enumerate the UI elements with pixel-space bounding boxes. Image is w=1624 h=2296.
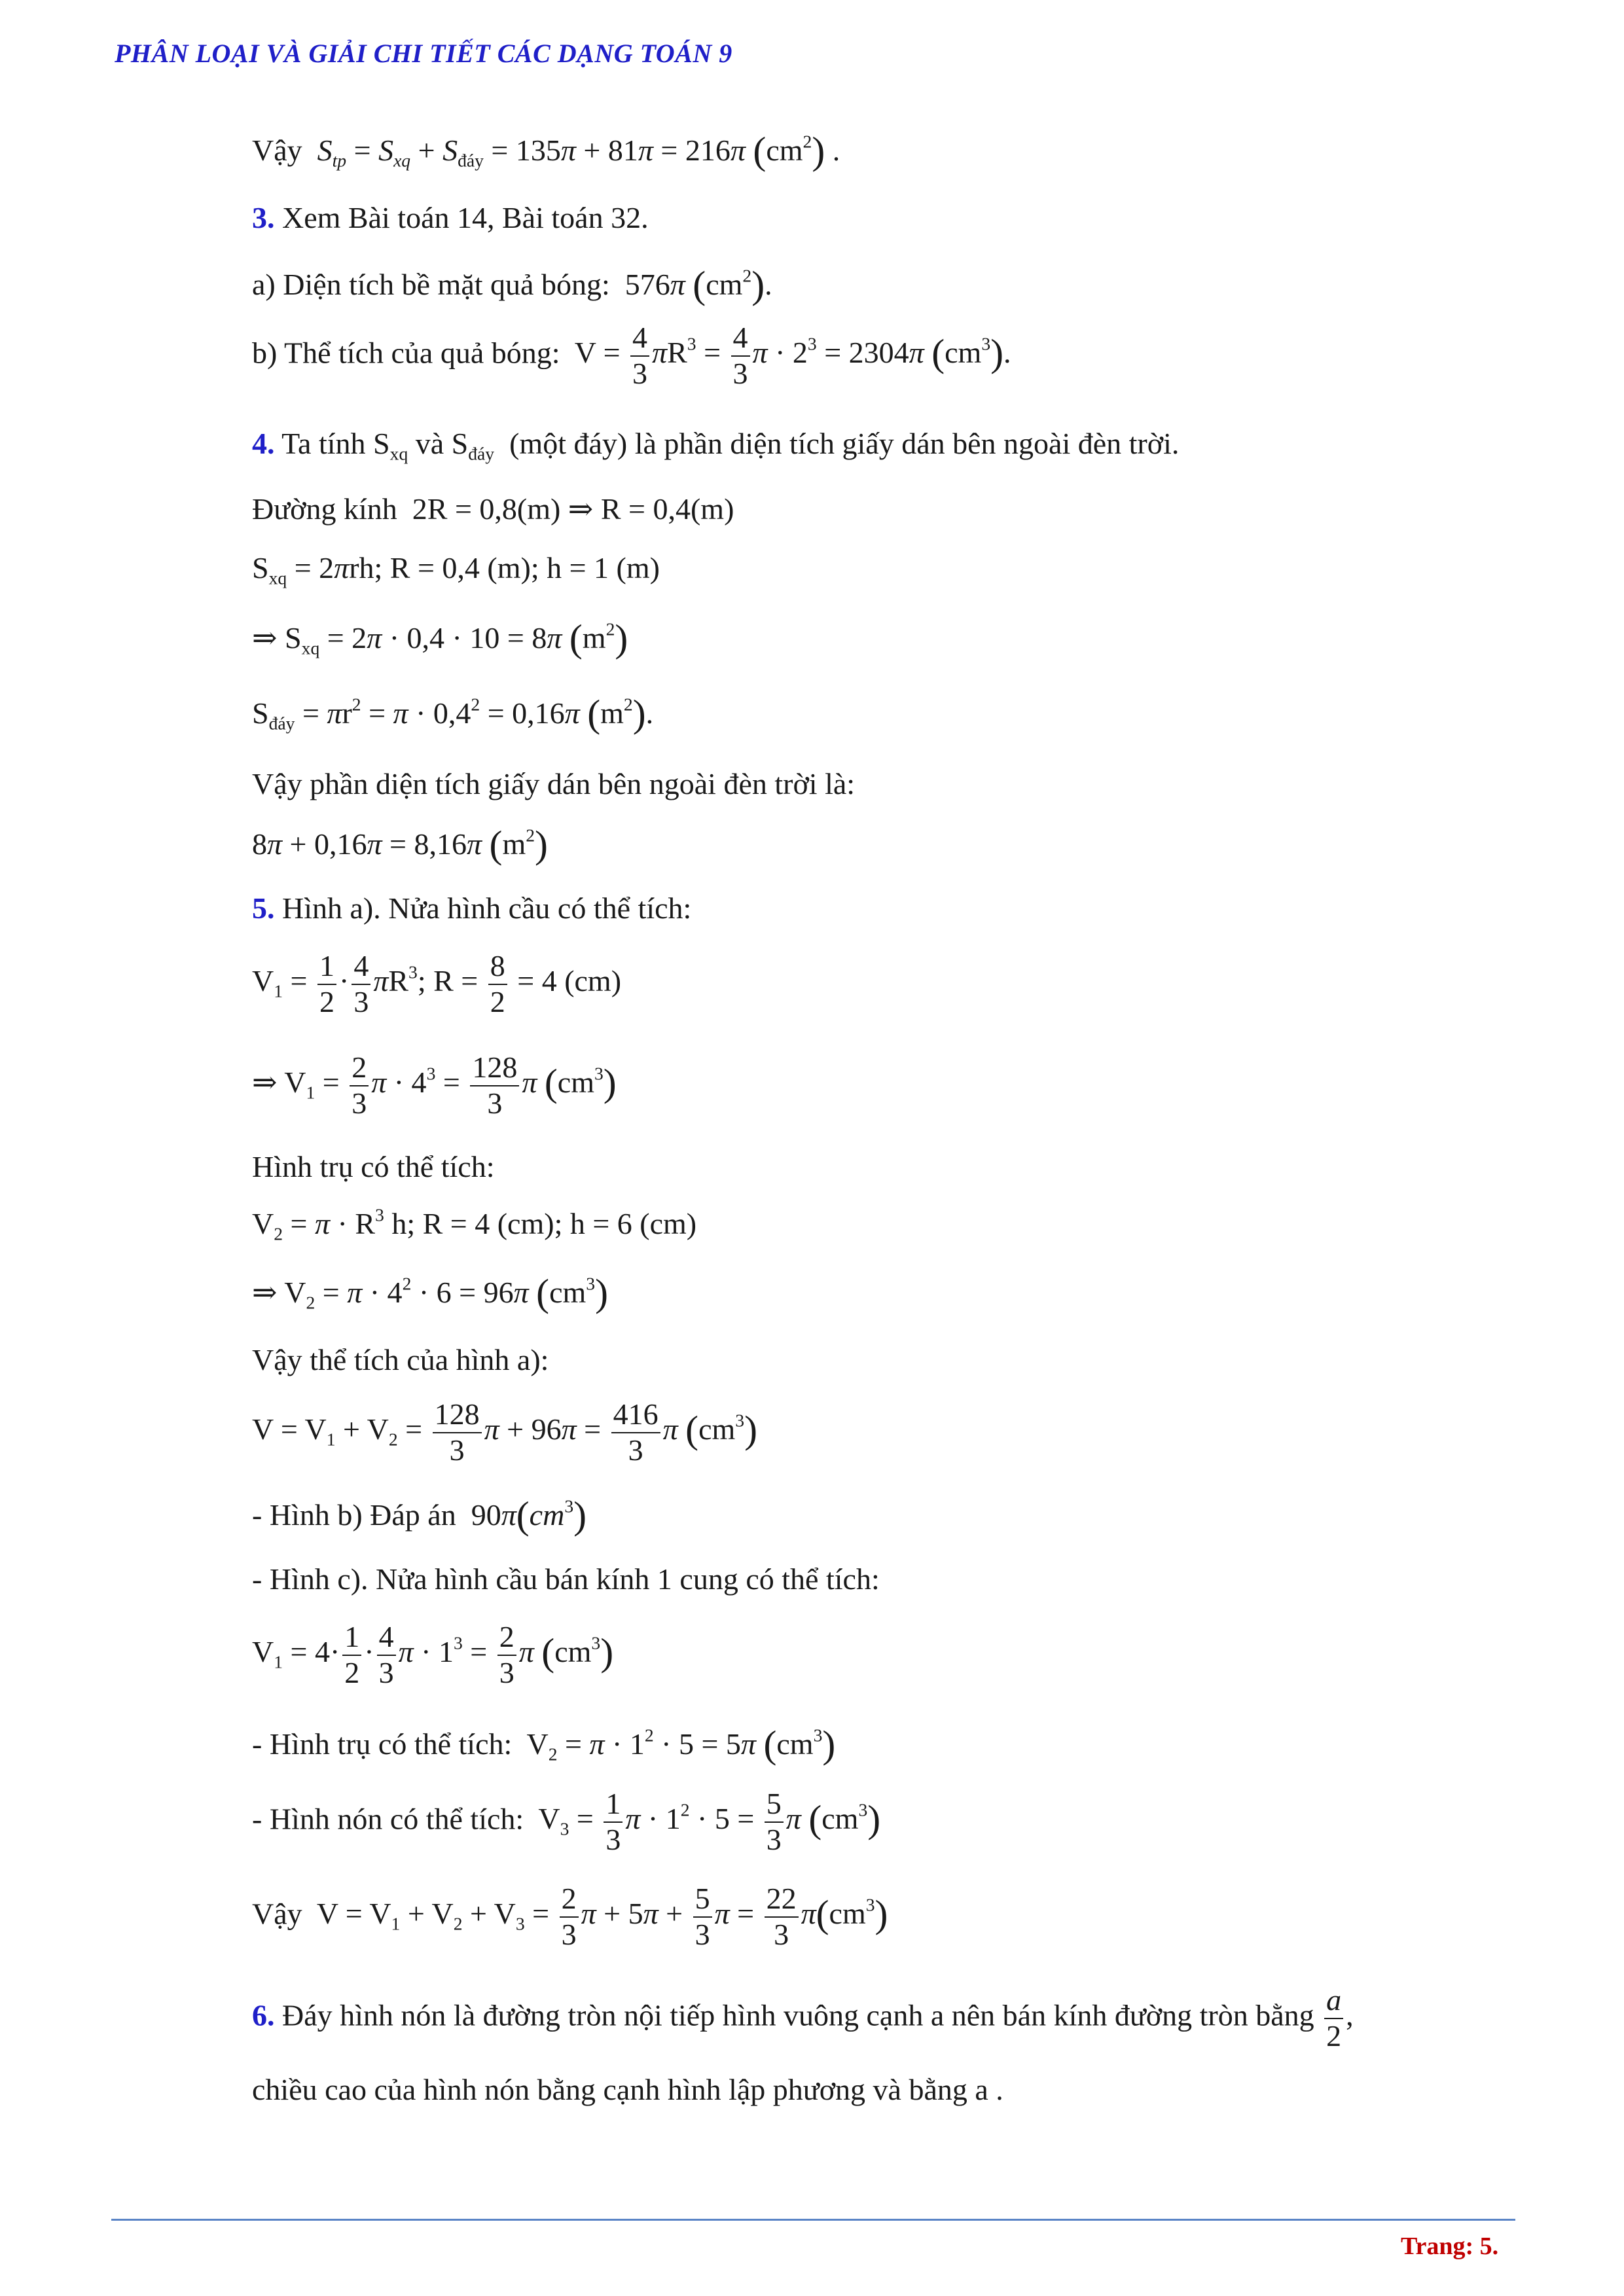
formula-v-b: $90\pi(cm^3)$ (471, 1494, 587, 1537)
total-volume-a (252, 1397, 757, 1468)
exercise-5: 5. Hình a). Nửa hình cầu có thể tích: (252, 891, 692, 925)
lateral-area-formula (252, 550, 660, 589)
total-volume-a-intro: Vậy thể tích của hình a): (252, 1343, 549, 1376)
formula-v1-a-value: ⇒ $V_1$ = $\frac{2}{3}$ $\pi \cdot 4^3$ = $\frac{128}{3}$ π $(cm^3)$ (252, 1050, 617, 1120)
formula-sxq-value: ⇒ $S_{xq} = 2\pi \cdot 0,4 \cdot 10 = 8\pi$ $(m^2)$ (252, 617, 628, 660)
formula-v2-a: $V_2 = \pi \cdot R^3$ h; R = 4 (cm); h = 6 (cm) (252, 1205, 697, 1244)
ball-volume: b) Thể tích của quả bóng: V = $\frac{4}{3}$ $\pi R^3$ = $\frac{4}{3}$ $\pi \cdot 2^3 = 2304\pi$ $(cm^3)$. (252, 321, 1011, 390)
formula-v2-a-value: ⇒ $V_2 = \pi \cdot 4^2 \cdot 6 = 96\pi$ $(cm^3)$ (252, 1271, 609, 1314)
cylinder-volume-formula (252, 1204, 696, 1245)
figure-c-intro: - Hình c). Nửa hình cầu bán kính 1 cung có thể tích: (252, 1562, 880, 1596)
hemisphere-volume-value (252, 1050, 617, 1121)
figure-c-total: Vậy $V = V_1 + V_2 + V_3$ = $\frac{2}{3}$ π + 5π + $\frac{5}{3}$ π = $\frac{22}{3}$ $\pi(cm^3)$ (252, 1882, 888, 1951)
formula-v1-a: $V_1$ = $\frac{1}{2}$ · $\frac{4}{3}$ $\pi R^3$; R = $\frac{8}{2}$ = 4 (cm) (252, 949, 622, 1018)
formula-radius-half: $\frac{a}{2}$ , (1322, 1998, 1354, 2032)
page-header: PHÂN LOẠI VÀ GIẢI CHI TIẾT CÁC DẠNG TOÁN 9 (115, 39, 732, 68)
hemisphere-volume-formula (252, 949, 621, 1020)
paper-area-intro: Vậy phần diện tích giấy dán bên ngoài đèn trời là: (252, 767, 856, 800)
formula-v1-c: $V_1 = 4\cdot$ $\frac{1}{2}$ · $\frac{4}{3}$ $\pi \cdot 1^3$ = $\frac{2}{3}$ π $(cm^3)$ (252, 1620, 614, 1689)
page-number: Trang: 5. (1401, 2233, 1499, 2260)
formula-v3-c: $V_3$ = $\frac{1}{3}$ $\pi \cdot 1^2 \cdot 5$ = $\frac{5}{3}$ π $(cm^3)$ (538, 1787, 881, 1856)
figure-b-answer: - Hình b) Đáp án $90\pi(cm^3)$ (252, 1494, 587, 1537)
figure-c-hemisphere (252, 1620, 613, 1691)
exercise-3: 3. Xem Bài toán 14, Bài toán 32. (252, 201, 649, 234)
ball-surface-area: a) Diện tích bề mặt quả bóng: 576π $(cm^2)$. (252, 263, 772, 306)
formula-total-area: $S_{tp} = S_{xq} + S_{đáy} = 135\pi + 81\pi = 216\pi$ $(cm^2)$ . (317, 129, 840, 172)
exercise-6: 6. Đáy hình nón là đường tròn nội tiếp hình vuông cạnh a nên bán kính đường tròn bằng $\frac{a}{2}$ , (252, 1983, 1354, 2053)
figure-c-cone: - Hình nón có thể tích: $V_3$ = $\frac{1}{3}$ $\pi \cdot 1^2 \cdot 5$ = $\frac{5}{3}$ π $(cm^3)$ (252, 1787, 881, 1856)
paper-area-result (252, 821, 548, 869)
formula-v2-c: $V_2 = \pi \cdot 1^2 \cdot 5 = 5\pi$ $(cm^3)$ (526, 1723, 836, 1766)
lateral-area-value (252, 615, 628, 662)
formula-v-c: $V = V_1 + V_2 + V_3$ = $\frac{2}{3}$ π + 5π + $\frac{5}{3}$ π = $\frac{22}{3}$ $\pi(cm^3)$ (316, 1882, 888, 1951)
diameter-line: Đường kính 2R = 0,8(m) ⇒ R = 0,4(m) (252, 492, 734, 526)
cone-height: chiều cao của hình nón bằng cạnh hình lập phương và bằng a . (252, 2073, 1003, 2106)
base-area-value (252, 691, 653, 738)
total-surface-area-result: Vậy $S_{tp} = S_{xq} + S_{đáy} = 135\pi + 81\pi = 216\pi$ $(cm^2)$ . (252, 129, 840, 172)
formula-sday: $S_{đáy} = \pi r^2 = \pi \cdot 0,4^2 = 0,16\pi$ $(m^2)$. (252, 692, 654, 735)
formula-paper-area: 8π + 0,16π = 8,16π $(m^2)$ (252, 823, 548, 866)
formula-ball-volume: V = $\frac{4}{3}$ $\pi R^3$ = $\frac{4}{3}$ $\pi \cdot 2^3 = 2304\pi$ $(cm^3)$. (574, 321, 1011, 390)
figure-c-cylinder: - Hình trụ có thể tích: $V_2 = \pi \cdot 1^2 \cdot 5 = 5\pi$ $(cm^3)$ (252, 1723, 836, 1766)
formula-ball-area: 576π $(cm^2)$. (624, 263, 772, 306)
exercise-4: 4. Ta tính $S_{xq}$ và $S_{đáy}$ (một đáy) là phần diện tích giấy dán bên ngoài đèn trời. (252, 427, 1180, 464)
cylinder-volume-intro: Hình trụ có thể tích: (252, 1150, 495, 1183)
footer-divider (111, 2219, 1515, 2221)
formula-radius: 2R = 0,8(m) ⇒ R = 0,4(m) (412, 492, 734, 526)
cylinder-volume-value (252, 1270, 608, 1317)
formula-sxq: $S_{xq} = 2\pi rh$; R = 0,4 (m); h = 1 (m) (252, 551, 660, 588)
formula-v-a: $V = V_1 + V_2$ = $\frac{128}{3}$ π + 96π = $\frac{416}{3}$ π $(cm^3)$ (252, 1397, 758, 1467)
